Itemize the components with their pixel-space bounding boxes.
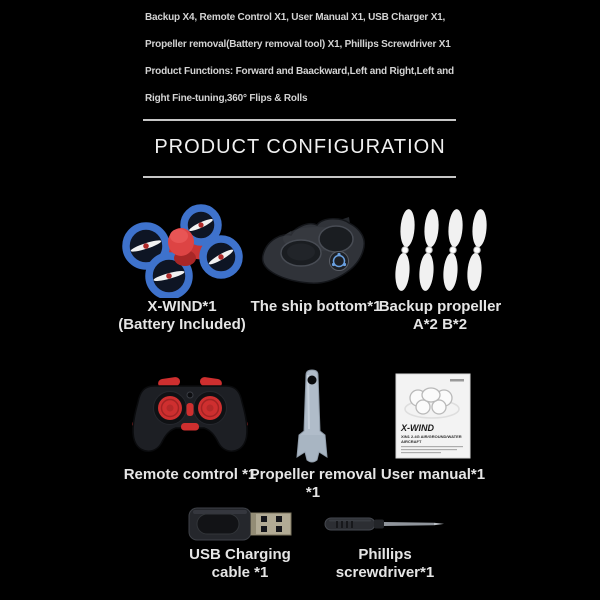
- item-label: User manual*1: [380, 466, 486, 483]
- propeller-removal-illustration: [291, 367, 335, 465]
- svg-text:XIN1 2.4G AIR/GROUND/WATER: XIN1 2.4G AIR/GROUND/WATER: [401, 434, 462, 439]
- item-label: X-WIND*1: [147, 298, 217, 315]
- intro-text-block: [145, 4, 454, 112]
- product-item-ship-bottom: [251, 202, 381, 316]
- ship-bottom-illustration: [257, 209, 375, 291]
- backup-propeller-image: [392, 202, 488, 298]
- item-label: Remote comtrol *1: [123, 466, 257, 483]
- drone-image: [121, 202, 243, 298]
- usb-cable-image: [187, 502, 293, 546]
- item-label: USB Charging: [189, 546, 291, 563]
- intro-line: Propeller removal(Battery removal tool) X1, Phillips Screwdriver X1: [145, 39, 451, 50]
- page-title: PRODUCT CONFIGURATION: [154, 136, 446, 158]
- user-manual-image: [392, 366, 474, 466]
- product-item-usb-cable: [180, 502, 300, 581]
- heading-rule-top: [143, 119, 456, 121]
- item-label: Backup propeller: [378, 298, 502, 315]
- item-label: *1: [305, 483, 321, 501]
- product-item-remote-control: [118, 366, 262, 484]
- item-label: The ship bottom*1: [250, 298, 382, 315]
- svg-text:X-WIND: X-WIND: [401, 423, 434, 433]
- remote-control-image: [126, 366, 254, 466]
- item-label: cable *1: [211, 563, 269, 581]
- propeller-removal-image: [291, 366, 335, 466]
- intro-line: Product Functions: Forward and Baackward,Left and Right,Left and: [145, 66, 454, 77]
- screwdriver-illustration: [322, 511, 448, 537]
- backup-propeller-illustration: [392, 204, 488, 296]
- heading-rule-bottom: [143, 176, 456, 178]
- item-label: Phillips: [358, 546, 412, 563]
- drone-illustration: [121, 202, 243, 298]
- product-item-propeller-removal: [249, 366, 377, 501]
- item-label: screwdriver*1: [335, 563, 435, 581]
- item-label: Propeller removal: [249, 466, 377, 483]
- product-item-user-manual: [376, 366, 490, 484]
- item-label: (Battery Included): [118, 315, 246, 333]
- usb-cable-illustration: [187, 503, 293, 545]
- ship-bottom-image: [257, 202, 375, 298]
- svg-text:AIRCRAFT: AIRCRAFT: [401, 439, 422, 444]
- user-manual-illustration: [392, 371, 474, 461]
- product-item-backup-propeller: [378, 202, 502, 333]
- product-item-drone: [112, 202, 252, 333]
- intro-line: Backup X4, Remote Control X1, User Manual X1, USB Charger X1,: [145, 12, 446, 23]
- screwdriver-image: [322, 502, 448, 546]
- remote-control-illustration: [126, 370, 254, 462]
- intro-line: Right Fine-tuning,360° Flips & Rolls: [145, 93, 308, 104]
- product-item-screwdriver: [320, 502, 450, 581]
- item-label: A*2 B*2: [412, 315, 468, 333]
